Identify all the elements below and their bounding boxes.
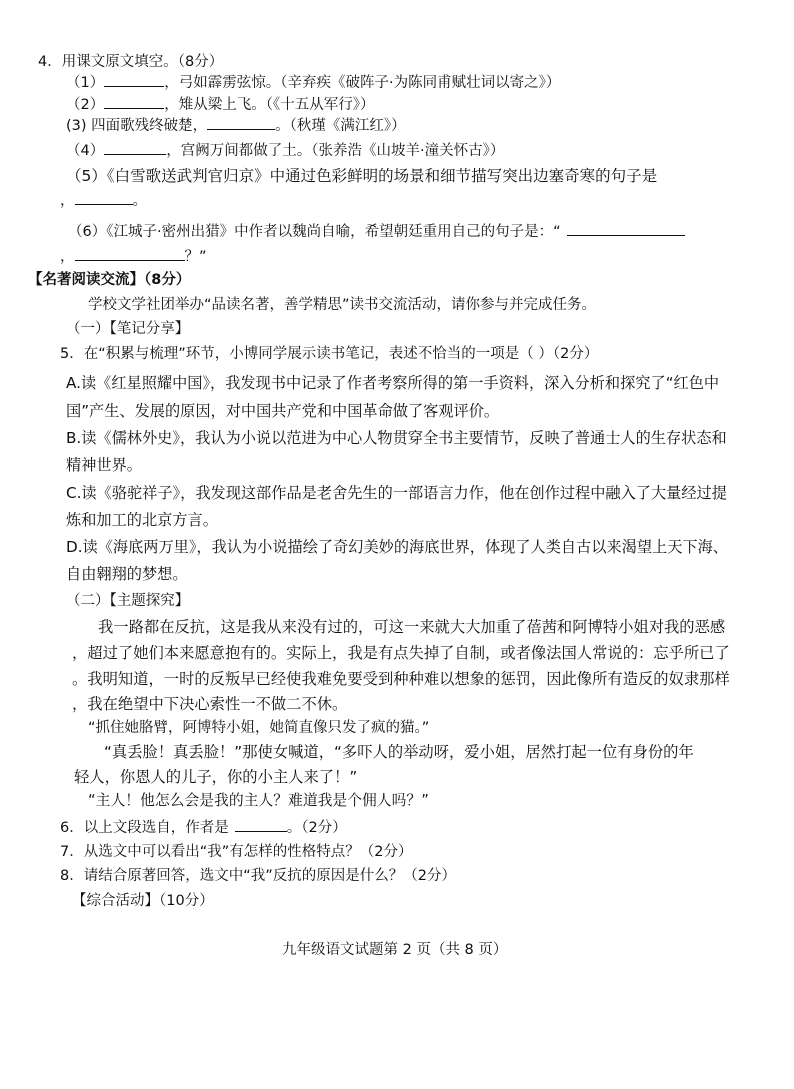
answer-blank[interactable]: [75, 246, 185, 261]
q5-option-d-cont: 自由翱翔的梦想。: [66, 565, 188, 583]
q4-item-2: （2） ，雉从梁上飞。（《十五从军行》）: [66, 94, 374, 115]
passage-line: 。我明知道，一时的反叛早已经使我难免要受到种种难以想象的惩罚，因此像所有造反的奴隶那样: [72, 670, 730, 688]
q4-item-3: (3) 四面歌残终破楚， 。（秋瑾《满江红》）: [66, 115, 406, 136]
passage-dialogue: “抓住她胳臂，阿博特小姐，她简直像只发了疯的猫。”: [88, 720, 430, 736]
q4-title: 4．用课文原文填空。（8分）: [38, 54, 224, 70]
q6: 6．以上文段选自，作者是 。（2分）: [60, 817, 347, 838]
answer-blank[interactable]: [104, 94, 164, 109]
page-footer: 九年级语文试题第 2 页（共 8 页）: [282, 942, 508, 958]
q8: 8．请结合原著回答，选文中“我”反抗的原因是什么？（2分）: [60, 868, 456, 884]
answer-blank[interactable]: [104, 72, 164, 87]
q4-item-5-blank: ， 。: [60, 190, 147, 211]
answer-blank[interactable]: [567, 221, 685, 236]
q7: 7．从选文中可以看出“我”有怎样的性格特点？（2分）: [60, 844, 413, 860]
passage-line: ，我在绝望中下决心索性一不做二不休。: [72, 695, 348, 713]
q5-option-d: D.读《海底两万里》，我认为小说描绘了奇幻美妙的海底世界，体现了人类自古以来渴望上天下海、: [66, 538, 728, 556]
passage-line: ，超过了她们本来愿意抱有的。实际上，我是有点失掉了自制，或者像法国人常说的：忘乎所已了: [72, 644, 730, 662]
subsection-theme: （二）【主题探究】: [66, 593, 190, 609]
q5-option-a-cont: 国”产生、发展的原因，对中国共产党和中国革命做了客观评价。: [66, 402, 500, 420]
q4-item-1: （1） ，弓如霹雳弦惊。（辛弃疾《破阵子·为陈同甫赋壮词以寄之》）: [66, 72, 560, 93]
answer-blank[interactable]: [104, 140, 166, 155]
passage-dialogue: “真丢脸！真丢脸！”那使女喊道，“多吓人的举动呀，爱小姐，居然打起一位有身份的年: [104, 743, 694, 761]
q4-item-4: （4） ，宫阙万间都做了土。（张养浩《山坡羊·潼关怀古》）: [66, 140, 504, 161]
answer-blank[interactable]: [207, 115, 275, 130]
section-heading-mingzhu: 【名著阅读交流】（8分）: [28, 272, 191, 288]
q5-option-b-cont: 精神世界。: [66, 456, 142, 474]
q4-item-6: （6）《江城子·密州出猎》中作者以魏尚自喻，希望朝廷重用自己的句子是：“: [68, 221, 685, 242]
section-heading-zonghe: 【综合活动】（10分）: [72, 893, 214, 909]
q5-option-c: C.读《骆驼祥子》，我发现这部作品是老舍先生的一部语言力作，他在创作过程中融入了大量经过提: [66, 484, 727, 502]
q5-stem: 5．在“积累与梳理”环节，小博同学展示读书笔记，表述不恰当的一项是（ ）（2分）: [60, 346, 599, 362]
subsection-notes: （一）【笔记分享】: [66, 321, 190, 337]
q4-item-6-blank: ， ？”: [60, 246, 207, 267]
activity-intro: 学校文学社团举办“品读名著，善学精思”读书交流活动，请你参与并完成任务。: [88, 297, 597, 313]
passage-line: 我一路都在反抗，这是我从来没有过的，可这一来就大大加重了蓓茜和阿博特小姐对我的恶感: [98, 618, 726, 636]
passage-dialogue: “主人！他怎么会是我的主人？难道我是个佣人吗？”: [88, 792, 429, 809]
passage-dialogue: 轻人，你恩人的儿子，你的小主人来了！”: [74, 768, 358, 786]
answer-blank[interactable]: [235, 817, 287, 832]
q5-option-b: B.读《儒林外史》，我认为小说以范进为中心人物贯穿全书主要情节，反映了普通士人的生存状态和: [66, 429, 727, 447]
q5-option-a: A.读《红星照耀中国》，我发现书中记录了作者考察所得的第一手资料，深入分析和探究了“红色中: [66, 374, 720, 392]
answer-blank[interactable]: [75, 190, 133, 205]
q4-item-5: （5）《白雪歌送武判官归京》中通过色彩鲜明的场景和细节描写突出边塞奇寒的句子是: [66, 167, 658, 185]
q5-option-c-cont: 炼和加工的北京方言。: [66, 511, 218, 529]
